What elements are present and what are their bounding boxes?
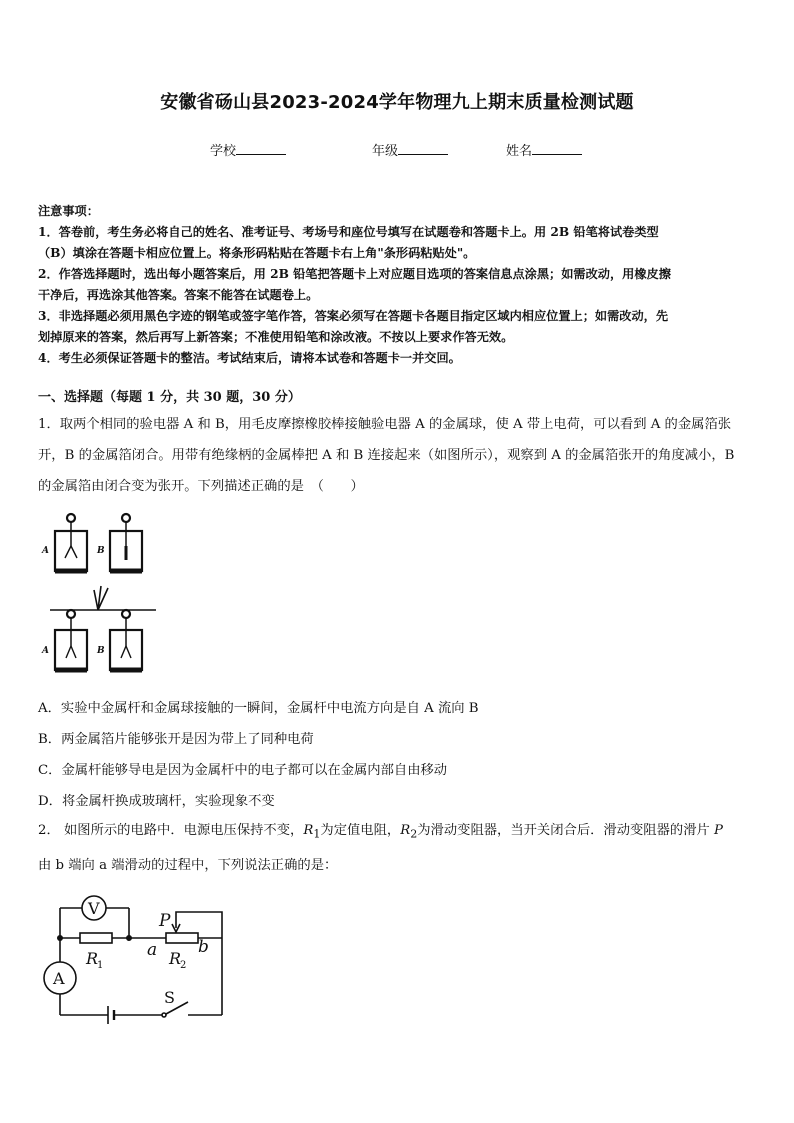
name-field xyxy=(506,140,582,159)
q2-text: 为定值电阻， xyxy=(320,823,401,838)
notes-block xyxy=(38,201,758,369)
school-label: 学校 xyxy=(210,144,237,159)
page-title: 安徽省砀山县2023-2024学年物理九上期末质量检测试题 xyxy=(160,92,634,113)
r1-label-subscript: 1 xyxy=(97,960,104,971)
option-d: D．将金属杆换成玻璃杆，实验现象不变 xyxy=(38,794,275,809)
r2-label: R xyxy=(169,949,182,968)
question-1-stem xyxy=(38,409,758,502)
terminal-a-label: a xyxy=(147,940,158,960)
circuit-diagram xyxy=(38,890,238,1030)
r1-symbol: R xyxy=(303,823,314,838)
notes-line: 划掉原来的答案，然后再写上新答案；不准使用铅笔和涂改液。不按以上要求作答无效。 xyxy=(38,330,514,344)
fig-label-b: B xyxy=(97,546,105,556)
slider-label: P xyxy=(159,911,171,931)
notes-line: 干净后，再选涂其他答案。答案不能答在试题卷上。 xyxy=(38,288,319,302)
question-line: 1．取两个相同的验电器 A 和 B，用毛皮摩擦橡胶棒接触验电器 A 的金属球，使 A 带上电荷，可以看到 A 的金属箔张 xyxy=(38,417,732,432)
notes-heading: 注意事项： xyxy=(38,204,99,218)
question-line xyxy=(38,815,758,850)
grade-field xyxy=(372,140,448,159)
notes-line: （B）填涂在答题卡相应位置上。将条形码粘贴在答题卡右上角"条形码粘贴处"。 xyxy=(38,246,476,260)
voltmeter-label: V xyxy=(88,899,100,918)
fig-label-a: A xyxy=(42,546,49,556)
q2-text: 2． 如图所示的电路中．电源电压保持不变， xyxy=(38,823,304,838)
question-line: 由 b 端向 a 端滑动的过程中，下列说法正确的是： xyxy=(38,857,338,873)
r1-label: R xyxy=(86,949,99,968)
name-label: 姓名 xyxy=(506,144,533,159)
school-blank xyxy=(236,142,286,155)
name-blank xyxy=(532,142,582,155)
switch-label: S xyxy=(164,988,175,1007)
question-line: 的金属箔由闭合变为张开。下列描述正确的是 （ ） xyxy=(38,479,364,494)
p-symbol: P xyxy=(714,823,723,838)
notes-line: 2．作答选择题时，选出每小题答案后，用 2B 铅笔把答题卡上对应题目选项的答案信息点涂黑；如需改动，用橡皮擦 xyxy=(38,267,671,281)
notes-line: 3．非选择题必须用黑色字迹的钢笔或签字笔作答，答案必须写在答题卡各题目指定区域内相应位置上；如需改动，先 xyxy=(38,309,669,323)
ammeter-label: A xyxy=(53,969,65,988)
option-b: B．两金属箔片能够张开是因为带上了同种电荷 xyxy=(38,732,314,747)
fig-label-b: B xyxy=(97,646,105,656)
r2-label-subscript: 2 xyxy=(180,960,187,971)
r2-symbol: R xyxy=(400,823,411,838)
grade-label: 年级 xyxy=(372,144,399,159)
notes-line: 1．答卷前，考生务必将自己的姓名、准考证号、考场号和座位号填写在试题卷和答题卡上。用 2B 铅笔将试卷类型 xyxy=(38,225,659,239)
option-c: C．金属杆能够导电是因为金属杆中的电子都可以在金属内部自由移动 xyxy=(38,763,448,778)
terminal-b-label: b xyxy=(198,937,209,957)
grade-blank xyxy=(398,142,448,155)
r1-subscript: 1 xyxy=(313,827,321,841)
question-line: 开，B 的金属箔闭合。用带有绝缘柄的金属棒把 A 和 B 连接起来（如图所示），观察到 A 的金属箔张开的角度减小，B xyxy=(38,448,735,463)
question-2-stem xyxy=(38,815,758,881)
section-heading: 一、选择题（每题 1 分，共 30 题，30 分） xyxy=(38,390,301,405)
notes-line: 4．考生必须保证答题卡的整洁。考试结束后，请将本试卷和答题卡一并交回。 xyxy=(38,351,461,365)
electroscope-figure xyxy=(38,508,168,688)
r2-subscript: 2 xyxy=(410,827,418,841)
fig-label-a: A xyxy=(42,646,49,656)
q2-text: 为滑动变阻器，当开关闭合后．滑动变阻器的滑片 xyxy=(417,823,715,838)
option-a: A．实验中金属杆和金属球接触的一瞬间，金属杆中电流方向是自 A 流向 B xyxy=(38,701,479,716)
school-field xyxy=(210,140,286,159)
